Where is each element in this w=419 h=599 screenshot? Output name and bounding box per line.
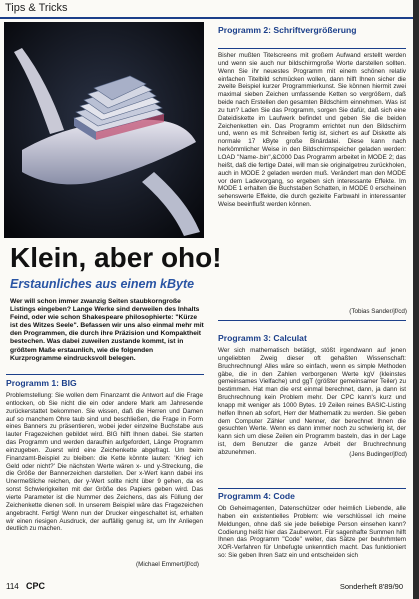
page-number: 114 [6, 582, 19, 591]
section-rule [218, 48, 406, 49]
hand-holding-chips-image [4, 22, 204, 238]
section-rule [218, 320, 406, 321]
section-header [0, 0, 419, 22]
section-rule [6, 374, 204, 375]
page-footer [0, 578, 419, 599]
section-title: Tips & Tricks [5, 2, 68, 14]
article-intro: Wer will schon immer zwanzig Seiten staubkorngroße Listings eingeben? Lange Werke sind derweilen des Inhalts Feind, oder wie schon Shakespeare philosophierte: "Kürze ist des Witzes Seele". Befassen wir uns also einmal mehr mit den Programmen, die durch ihre Präzision und Kompaktheit bestechen. Was dabei zuweilen zustande kommt, ist in größtem Maße erstaunlich, wie die folgenden Kurzprogramme eindrucksvoll belegen. [10, 298, 204, 362]
article-photo [4, 22, 204, 238]
section-signature-big: (Michael Emmert/jf/cd) [136, 561, 199, 568]
section-signature-calculat: (Jens Budinger/jf/cd) [349, 451, 407, 458]
section-body-schrift: Bisher mußten Titelscreens mit großem Aufwand erstellt werden und wenn sie auch nur bildschirmgroße Worte darstellen sollten. Wenn Sie ihr neuestes Programm mit einem schönen relativ einfachen Titelbild schmücken wollen, dann hilft Ihnen sicher die zweite Beispiel kurzer Programmierkunst. Sie können hiermit zwei maximal sieben Zeichen umfassende Ketten so vergrößern, daß beide nach Erstellen den gesamten Bildschirm einnehmen. Was ist zu tun? Laden Sie das Programm, sorgen Sie dafür, daß sich eine Dateidiskette im Laufwerk befindet und geben Sie die beiden Zeichenketten ein. Das Programm errichtet nun den Bildschirm und, wenn es mit Schreiben fertig ist, sichert es auf Diskette als normale 17 kByte große Binärdatei. Diese kann nach herkömmlicher Weise in den Bildschirmspeicher geladen werden: LOAD "Name-.bin",&C000 Das Programm arbeitet in MODE 2; das heißt, daß die fertige Datei, will man sie originalgetreu zurückholen, auch in MODE 2 geladen werden muß. Verändert man den MODE vor dem Ladevorgang, so ergeben sich interessante Effekte. Im MODE 1 erhalten die Buchstaben Schatten, in MODE 0 erscheinen sehenswerte Effekte, die durch gezielte Farbwahl in interessanter Weise beeinflußt werden können. [218, 52, 406, 209]
article-subheadline: Erstaunliches aus einem kByte [10, 277, 195, 291]
section-title-big: Programm 1: BIG [6, 378, 77, 388]
magazine-name: CPC [26, 581, 46, 591]
section-rule [218, 488, 406, 489]
article-headline: Klein, aber oho! [10, 242, 222, 273]
issue-label: Sonderheft 8'89/90 [339, 582, 403, 591]
section-body-big: Problemstellung: Sie wollen dem Finanzamt die Antwort auf die Frage entlocken, ob Sie nicht die ein oder andere Mark am Jahresende zurückerstattet bekommen. Sie wissen, daß die Herren und Damen auf so manchem Ohre taub sind und beschließen, die Frage in Form eines Banners zu präsentieren, wobei jeder einzelne Buchstabe aus lauter Fragezeichen gebildet wird. BIG hilft Ihnen dabei. Sie starten das Programm und werden daraufhin aufgefordert, Länge Programm einzugeben. Zuerst wird eine Zeichenkette abgefragt. Um beim Finanzamt-Beispiel zu bleiben: die Kette könnte lauten: 'Krieg' ich Geld oder nicht?' Die nächsten Werte wären x- und y-Streckung, die die Größe der Bannerzeichen darstellen. Der x-Wert kann dabei ins Unermeßliche reichen, der y-Wert sollte nicht über 9 gehen, da es sonst Schwierigkeiten mit der Größe des Papiers geben wird. Das vierte Parameter ist die Nummer des Zeichens, das als Füllung der Zeichenkette dienen soll. In unserem Beispiel wäre das Fragezeichen angebracht. Fertig! Wenn nun der Drucker eingeschaltet ist, erhalten wir einen riesigen Ausdruck, der auffällig genug ist, um Ihr Anliegen deutlich zu machen. [6, 392, 203, 533]
section-signature-schrift: (Tobias Sander/jf/cd) [349, 308, 407, 315]
section-title-code: Programm 4: Code [218, 491, 295, 501]
section-title-schrift: Programm 2: Schriftvergrößerung [218, 25, 357, 35]
section-title-calculat: Programm 3: Calculat [218, 333, 307, 343]
section-body-calculat: Wer sich mathematisch betätigt, stößt irgendwann auf jenen ungeliebten Zweig dieser oft gehaßten Wissenschaft: Bruchrechnung! Alles wäre so einfach, wenn es simple Methoden gäbe, die in den Zahlen verborgenen Werte kgV (kleinstes gemeinsames Vielfache) und ggT (größter gemeinsamer Teiler) zu bestimmen. Hat man die erst einmal berechnet, dann, ja dann ist Bruchrechnung kein Problem mehr. Der CPC kann's kurz und knapp mit weniger als 1000 Bytes. 19 Zeilen reines BASIC-Listing helfen Ihnen ab sofort, Herr der Mathematik zu werden. Sie geben dem Computer Zähler und Nenner, der berechnet Ihnen die gesuchten Werte. Wenn es dann immer noch zu schwierig ist, der kann sich um diese Zeilen ein Programm basteln, das in der Lage ist, dem Benutzer die ganze Arbeit der Bruchrechnung abzunehmen. [218, 347, 406, 456]
section-body-code: Ob Geheimagenten, Datenschützer oder heimlich Liebende, alle haben ein existentielles Problem: wie verschlüssel ich meine Meldungen, ohne daß sie jede beliebige Person einsehen kann? Codierung heißt hier das Zauberwort. Für sagenhafte Summen hilft Ihnen das Programm "Code" weiter, das Sätze per beuhrhmtem XOR-Verfahren für Unbefugte unkenntlich macht. Das funktioniert so: Sie geben Ihren Satz ein und entscheiden sich [218, 505, 406, 560]
page-edge [413, 0, 419, 599]
header-rule [0, 17, 419, 19]
